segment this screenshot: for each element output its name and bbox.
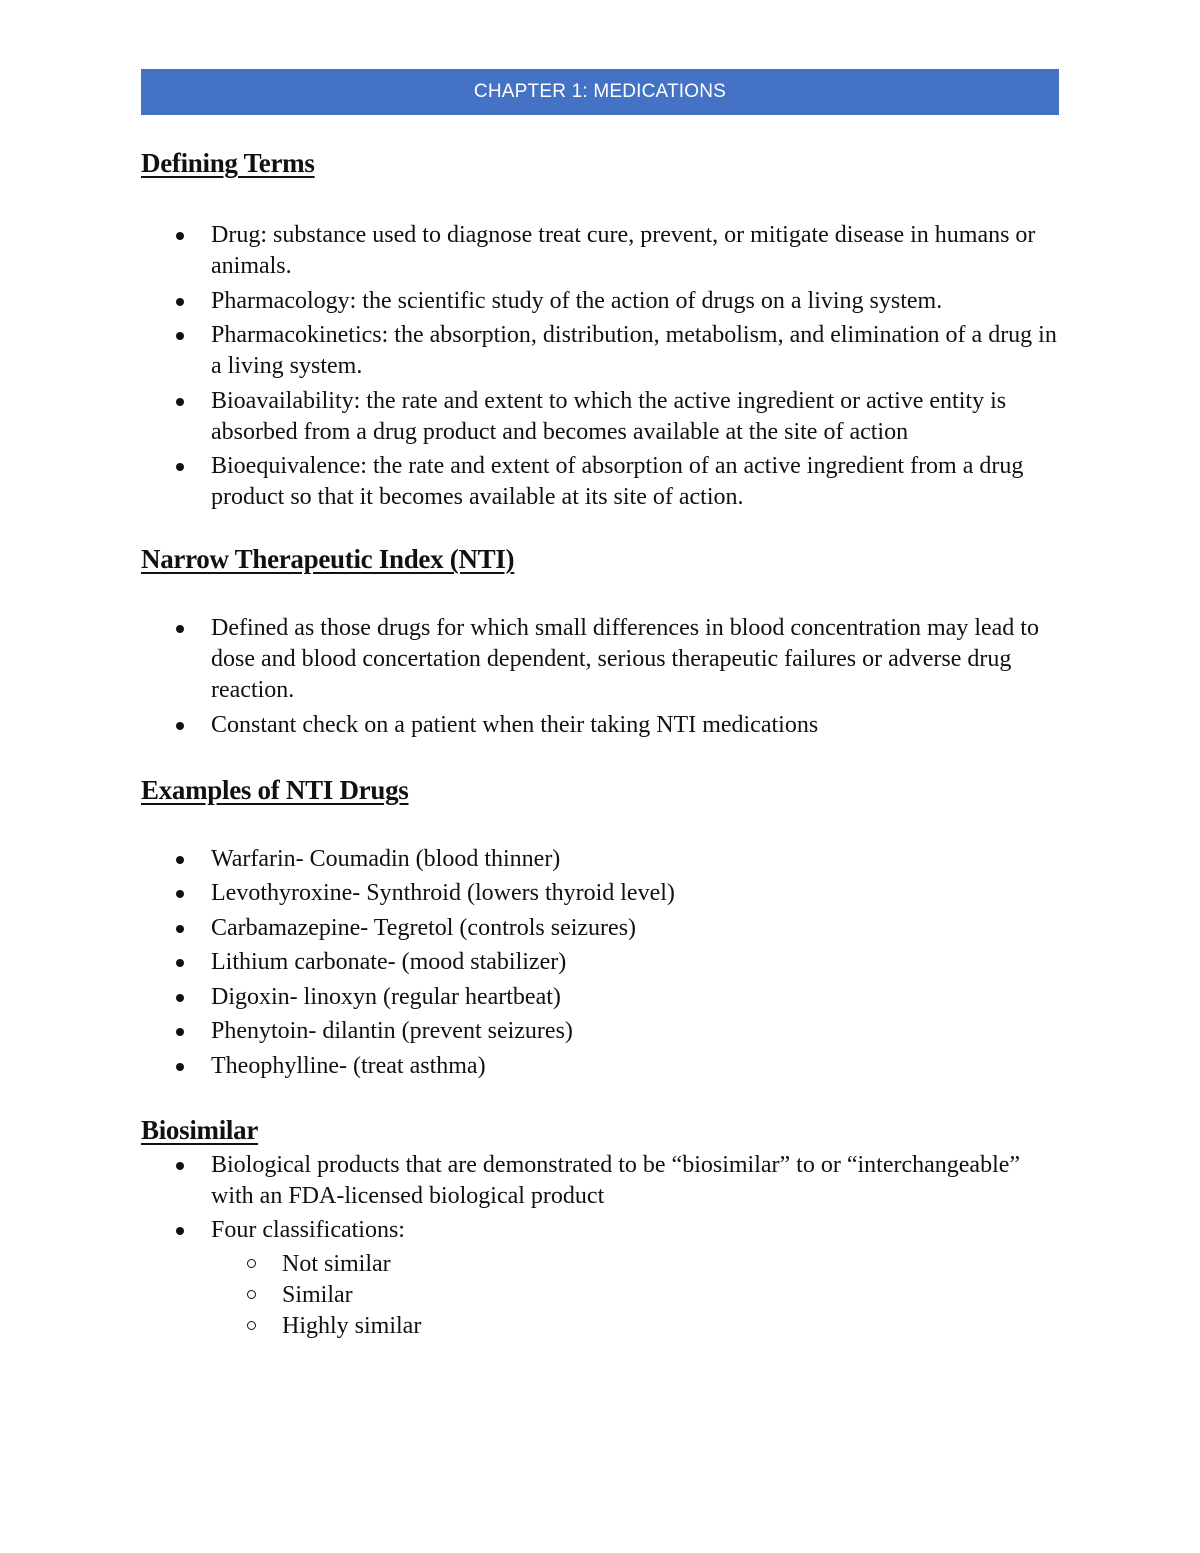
bullet-icon <box>176 463 184 471</box>
nti-examples-list <box>141 844 1059 1082</box>
list-item: Constant check on a patient when their taking NTI medications <box>141 710 1059 741</box>
bullet-icon <box>176 994 184 1002</box>
list-item: Defined as those drugs for which small differences in blood concentration may lead to dose and blood concertation dependent, serious therapeutic failures or adverse drug reaction. <box>141 613 1059 706</box>
hollow-bullet-icon <box>247 1259 256 1268</box>
sub-list-item: Not similar <box>211 1249 1059 1280</box>
bullet-icon <box>176 298 184 306</box>
document-page <box>141 69 1059 1346</box>
defining-terms-list <box>141 220 1059 513</box>
list-item: Lithium carbonate- (mood stabilizer) <box>141 947 1059 978</box>
list-item: Carbamazepine- Tegretol (controls seizures) <box>141 913 1059 944</box>
sub-list-item: Similar <box>211 1280 1059 1311</box>
bullet-icon <box>176 856 184 864</box>
sub-list-item: Highly similar <box>211 1311 1059 1342</box>
bullet-icon <box>176 332 184 340</box>
bullet-icon <box>176 890 184 898</box>
bullet-icon <box>176 1162 184 1170</box>
bullet-icon <box>176 625 184 633</box>
list-item: Bioequivalence: the rate and extent of absorption of an active ingredient from a drug product so that it becomes available at its site of action. <box>141 451 1059 513</box>
list-item: Levothyroxine- Synthroid (lowers thyroid level) <box>141 878 1059 909</box>
hollow-bullet-icon <box>247 1321 256 1330</box>
list-item: Four classifications: Not similar Similar Highly similar <box>141 1215 1059 1342</box>
biosimilar-heading: Biosimilar <box>141 1114 258 1145</box>
bullet-icon <box>176 959 184 967</box>
list-item: Phenytoin- dilantin (prevent seizures) <box>141 1016 1059 1047</box>
bullet-icon <box>176 1063 184 1071</box>
list-item: Digoxin- linoxyn (regular heartbeat) <box>141 982 1059 1013</box>
list-item: Pharmacology: the scientific study of the action of drugs on a living system. <box>141 286 1059 317</box>
bullet-icon <box>176 1028 184 1036</box>
list-item: Warfarin- Coumadin (blood thinner) <box>141 844 1059 875</box>
defining-terms-heading: Defining Terms <box>141 148 315 178</box>
list-item: Drug: substance used to diagnose treat cure, prevent, or mitigate disease in humans or animals. <box>141 220 1059 282</box>
list-item: Theophylline- (treat asthma) <box>141 1051 1059 1082</box>
biosimilar-list <box>141 1150 1059 1343</box>
bullet-icon <box>176 1227 184 1235</box>
list-item: Pharmacokinetics: the absorption, distribution, metabolism, and elimination of a drug in a living system. <box>141 320 1059 382</box>
list-item: Bioavailability: the rate and extent to which the active ingredient or active entity is absorbed from a drug product and becomes available at the site of action <box>141 386 1059 448</box>
bullet-icon <box>176 232 184 240</box>
chapter-banner: CHAPTER 1: MEDICATIONS <box>141 69 1059 115</box>
classification-sublist <box>211 1249 1059 1342</box>
nti-list <box>141 613 1059 741</box>
list-item: Biological products that are demonstrated to be “biosimilar” to or “interchangeable” with an FDA-licensed biological product <box>141 1150 1059 1212</box>
nti-heading: Narrow Therapeutic Index (NTI) <box>141 544 515 574</box>
hollow-bullet-icon <box>247 1290 256 1299</box>
bullet-icon <box>176 398 184 406</box>
nti-examples-heading: Examples of NTI Drugs <box>141 774 409 805</box>
bullet-icon <box>176 925 184 933</box>
bullet-icon <box>176 722 184 730</box>
